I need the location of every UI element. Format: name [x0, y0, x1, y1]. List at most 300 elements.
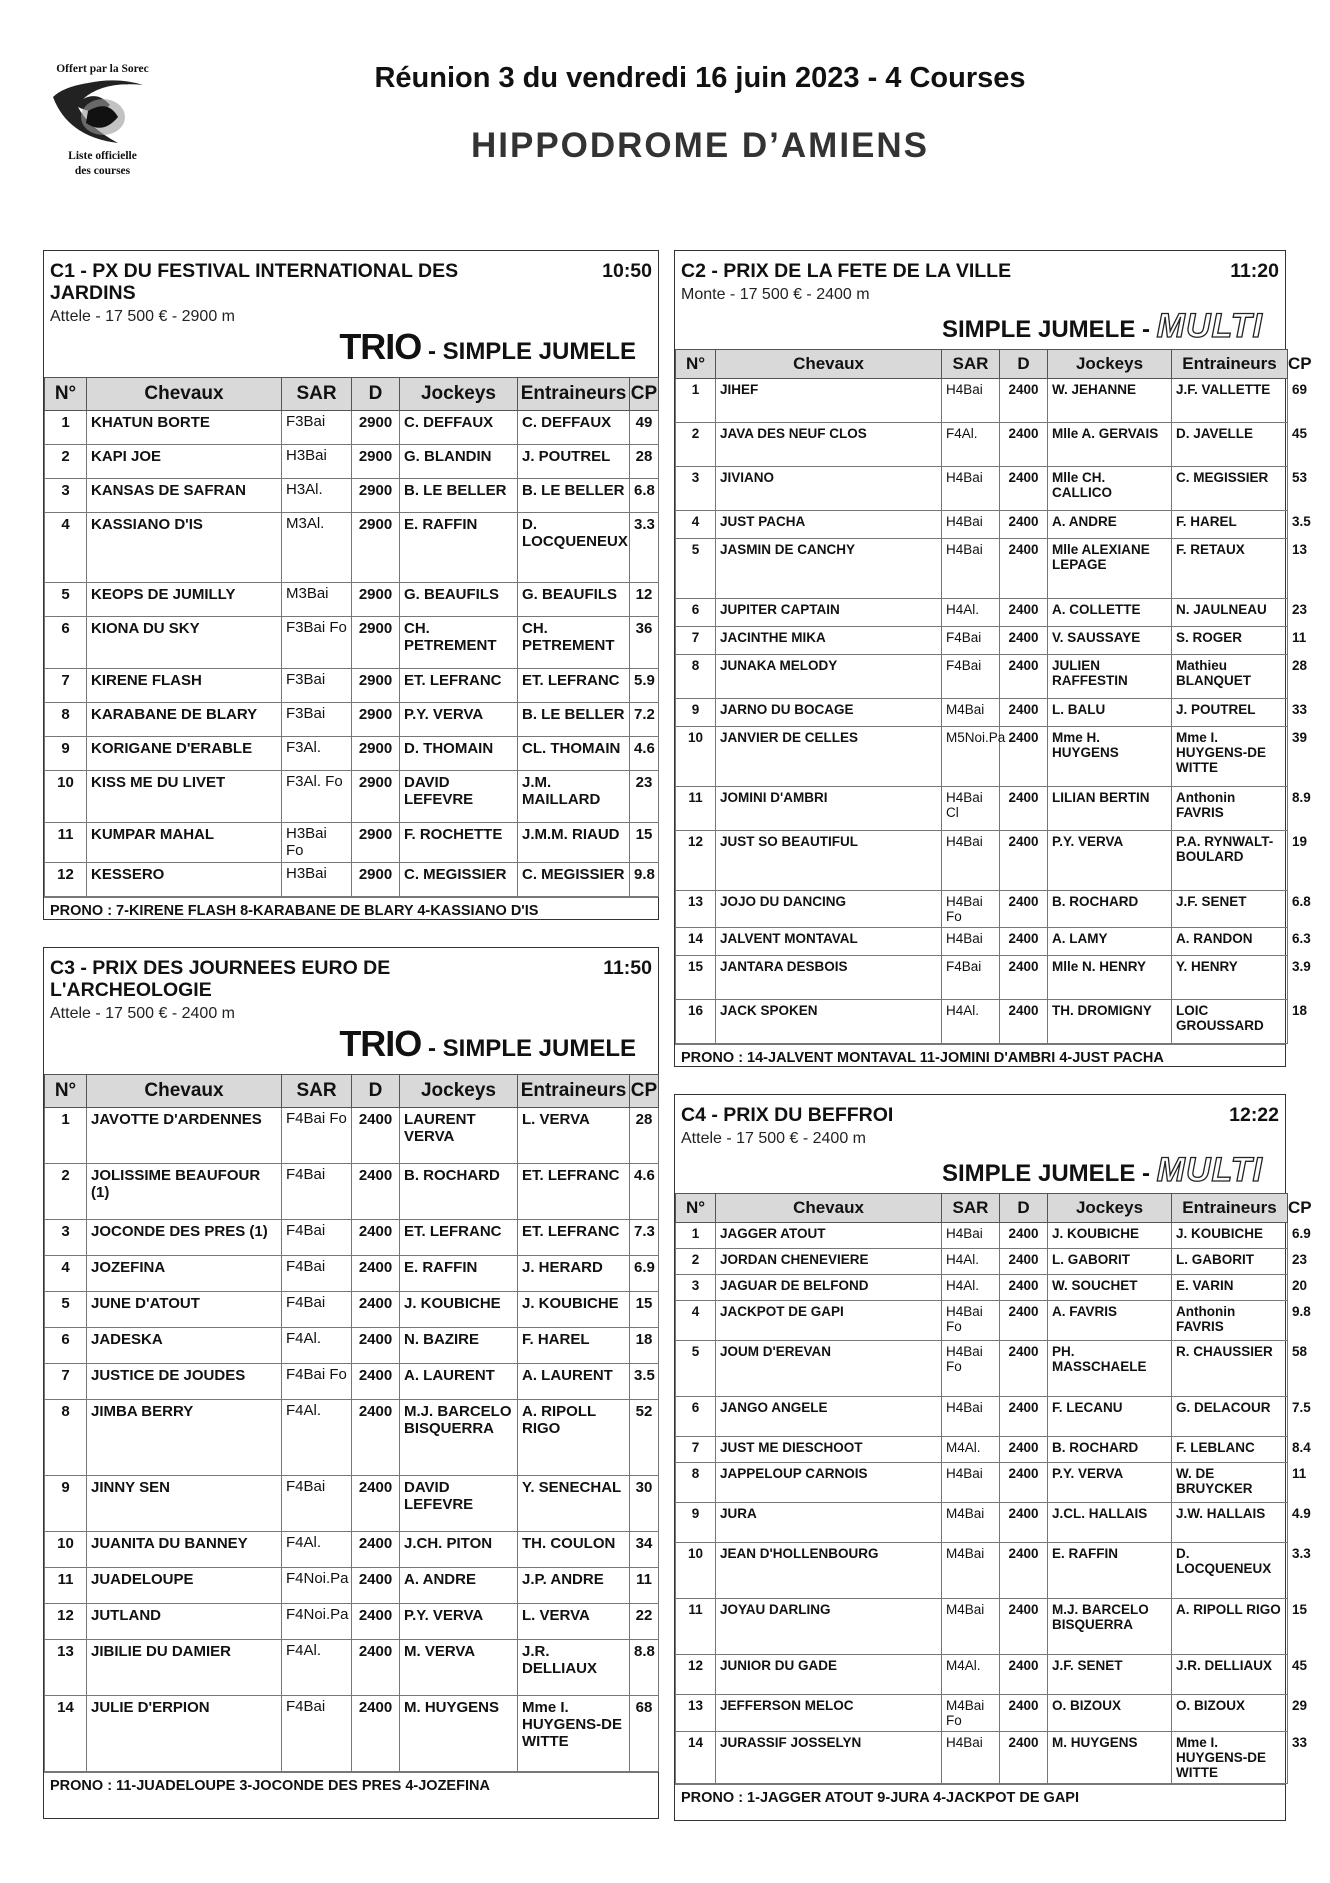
cell-trainer: F. HAREL [518, 1328, 630, 1364]
cell-sar: H4Al. [942, 599, 1000, 627]
cell-dist: 2400 [1000, 1223, 1048, 1249]
cell-num: 15 [676, 956, 716, 1000]
cell-num: 9 [676, 699, 716, 727]
cell-trainer: B. LE BELLER [518, 479, 630, 513]
cell-sar: M4Bai [942, 1599, 1000, 1655]
race-card-c2 [674, 250, 1312, 1067]
cell-dist: 2400 [1000, 1463, 1048, 1503]
cell-trainer: Mme I. HUYGENS-DE WITTE [518, 1696, 630, 1772]
race-header [44, 948, 658, 1074]
cell-sar: M5Noi.Pa [942, 727, 1000, 787]
race-info: Monte - 17 500 € - 2400 m [681, 286, 870, 303]
table-row [45, 1292, 659, 1328]
cell-horse: JANTARA DESBOIS [716, 956, 942, 1000]
race-time: 12:22 [1229, 1104, 1279, 1126]
bet-types [675, 304, 1285, 346]
cell-dist: 2400 [1000, 1543, 1048, 1599]
cell-jockey: A. FAVRIS [1048, 1301, 1172, 1341]
cell-num: 6 [676, 599, 716, 627]
cell-jockey: A. ANDRE [1048, 511, 1172, 539]
cell-sar: F4Bai [282, 1292, 352, 1328]
cell-sar: M4Bai [942, 1543, 1000, 1599]
cell-num: 3 [45, 1220, 87, 1256]
runners-table [675, 1193, 1312, 1784]
cell-jockey: CH. PETREMENT [400, 617, 518, 669]
table-row [45, 737, 659, 771]
cell-sar: H4Bai [942, 467, 1000, 511]
table-row: 9 JURA M4Bai 2400 J.CL. HALLAIS J.W. HALLAIS 4.9 [676, 1503, 1288, 1543]
cell-jockey: J.CL. HALLAIS [1048, 1503, 1172, 1543]
cell-sar: H4Bai [942, 1732, 1000, 1784]
column-header-horse: Chevaux [87, 1075, 282, 1108]
cell-num: 2 [45, 445, 87, 479]
race-info: Attele - 17 500 € - 2400 m [681, 1130, 866, 1147]
cell-sar: M3Bai [282, 583, 352, 617]
cell-dist: 2900 [352, 411, 400, 445]
cell-horse: JIHEF [716, 379, 942, 423]
cell-sar: F4Bai [282, 1256, 352, 1292]
cell-cp: 30 [630, 1476, 659, 1532]
cell-dist: 2900 [352, 479, 400, 513]
cell-num: 14 [676, 1732, 716, 1784]
prono-line: PRONO : 14-JALVENT MONTAVAL 11-JOMINI D'AMBRI 4-JUST PACHA [675, 1044, 1285, 1071]
table-row: 3 JIVIANO H4Bai 2400 Mlle CH. CALLICO C. MEGISSIER 53 [676, 467, 1288, 511]
cell-trainer: J.W. HALLAIS [1172, 1503, 1288, 1543]
cell-sar: F4Bai [942, 627, 1000, 655]
cell-trainer: L. GABORIT [1172, 1249, 1288, 1275]
runners-table [44, 377, 659, 897]
cell-dist: 2900 [352, 513, 400, 583]
cell-horse: JARNO DU BOCAGE [716, 699, 942, 727]
cell-horse: JEFFERSON MELOC [716, 1695, 942, 1732]
cell-jockey: M. HUYGENS [400, 1696, 518, 1772]
runners-table [44, 1074, 659, 1772]
cell-sar: H4Al. [942, 1000, 1000, 1044]
cell-trainer: F. LEBLANC [1172, 1437, 1288, 1463]
cell-sar: F4Al. [282, 1400, 352, 1476]
cell-jockey: JULIEN RAFFESTIN [1048, 655, 1172, 699]
cell-trainer: G. DELACOUR [1172, 1397, 1288, 1437]
bet-rest: - SIMPLE JUMELE [421, 1035, 636, 1062]
logo-bottom-text-1: Liste officielle [68, 150, 137, 162]
table-row: 14 JALVENT MONTAVAL H4Bai 2400 A. LAMY A. RANDON 6.3 [676, 928, 1288, 956]
cell-dist: 2400 [1000, 1437, 1048, 1463]
cell-dist: 2900 [352, 445, 400, 479]
column-header-cp: CP [630, 1075, 659, 1108]
cell-jockey: DAVID LEFEVRE [400, 771, 518, 823]
prono-line: PRONO : 11-JUADELOUPE 3-JOCONDE DES PRES 4-JOZEFINA [44, 1772, 658, 1799]
cell-sar: F4Al. [282, 1640, 352, 1696]
cell-jockey: M.J. BARCELO BISQUERRA [400, 1400, 518, 1476]
cell-cp: 11 [630, 1568, 659, 1604]
table-row: 5 JOUM D'EREVAN H4Bai Fo 2400 PH. MASSCHAELE R. CHAUSSIER 58 [676, 1341, 1288, 1397]
cell-cp: 9.8 [630, 863, 659, 897]
table-header-row [45, 378, 659, 411]
cell-dist: 2400 [352, 1476, 400, 1532]
bet-types [44, 1023, 658, 1065]
table-row [45, 1696, 659, 1772]
cell-horse: JUST SO BEAUTIFUL [716, 831, 942, 891]
cell-sar: F4Al. [282, 1532, 352, 1568]
cell-sar: F3Bai [282, 411, 352, 445]
cell-jockey: J. KOUBICHE [400, 1292, 518, 1328]
cell-dist: 2900 [352, 583, 400, 617]
cell-jockey: L. GABORIT [1048, 1249, 1172, 1275]
cell-num: 10 [676, 727, 716, 787]
table-row: 14 JURASSIF JOSSELYN H4Bai 2400 M. HUYGENS Mme I. HUYGENS-DE WITTE 33 [676, 1732, 1288, 1784]
column-header-sar: SAR [282, 378, 352, 411]
table-row: 8 JAPPELOUP CARNOIS H4Bai 2400 P.Y. VERVA W. DE BRUYCKER 11 [676, 1463, 1288, 1503]
table-row: 9 JARNO DU BOCAGE M4Bai 2400 L. BALU J. POUTREL 33 [676, 699, 1288, 727]
cell-cp: 12 [630, 583, 659, 617]
cell-num: 4 [676, 1301, 716, 1341]
cell-jockey: M. VERVA [400, 1640, 518, 1696]
bet-rest: - SIMPLE JUMELE [421, 338, 636, 365]
cell-cp: 28 [630, 1108, 659, 1164]
cell-num: 13 [45, 1640, 87, 1696]
cell-num: 2 [676, 1249, 716, 1275]
cell-jockey: P.Y. VERVA [400, 1604, 518, 1640]
cell-horse: KARABANE DE BLARY [87, 703, 282, 737]
cell-trainer: J. KOUBICHE [518, 1292, 630, 1328]
cell-dist: 2400 [1000, 831, 1048, 891]
cell-sar: F3Bai [282, 703, 352, 737]
cell-horse: KESSERO [87, 863, 282, 897]
cell-sar: H4Bai [942, 1223, 1000, 1249]
table-row: 7 JACINTHE MIKA F4Bai 2400 V. SAUSSAYE S. ROGER 11 [676, 627, 1288, 655]
cell-trainer: C. MEGISSIER [518, 863, 630, 897]
cell-trainer: TH. COULON [518, 1532, 630, 1568]
cell-jockey: G. BEAUFILS [400, 583, 518, 617]
table-header-row: N° Chevaux SAR D Jockeys Entraineurs CP [676, 1194, 1288, 1223]
cell-num: 1 [45, 411, 87, 445]
table-row: 5 JASMIN DE CANCHY H4Bai 2400 Mlle ALEXIANE LEPAGE F. RETAUX 13 [676, 539, 1288, 599]
cell-jockey: V. SAUSSAYE [1048, 627, 1172, 655]
cell-cp: 15 [630, 1292, 659, 1328]
cell-horse: JUST ME DIESCHOOT [716, 1437, 942, 1463]
bet-big: TRIO [339, 1023, 422, 1064]
cell-jockey: W. SOUCHET [1048, 1275, 1172, 1301]
table-row [45, 1400, 659, 1476]
table-row: 10 JEAN D'HOLLENBOURG M4Bai 2400 E. RAFFIN D. LOCQUENEUX 3.3 [676, 1543, 1288, 1599]
cell-num: 4 [676, 511, 716, 539]
cell-cp: 49 [630, 411, 659, 445]
cell-jockey: F. LECANU [1048, 1397, 1172, 1437]
cell-dist: 2400 [1000, 1732, 1048, 1784]
cell-horse: KAPI JOE [87, 445, 282, 479]
logo-top-text: Offert par la Sorec [56, 63, 149, 75]
column-header-num: N° [676, 1194, 716, 1223]
cell-num: 6 [45, 1328, 87, 1364]
cell-cp: 6.9 [630, 1256, 659, 1292]
race-name: C3 - PRIX DES JOURNEES EURO DE L'ARCHEOLOGIE [50, 957, 391, 1001]
column-header-sar: SAR [282, 1075, 352, 1108]
cell-trainer: ET. LEFRANC [518, 1164, 630, 1220]
table-row [45, 1164, 659, 1220]
cell-sar: F3Al. [282, 737, 352, 771]
cell-trainer: R. CHAUSSIER [1172, 1341, 1288, 1397]
column-header-num: N° [676, 350, 716, 379]
cell-trainer: J.P. ANDRE [518, 1568, 630, 1604]
cell-jockey: Mlle CH. CALLICO [1048, 467, 1172, 511]
cell-trainer: C. DEFFAUX [518, 411, 630, 445]
cell-jockey: W. JEHANNE [1048, 379, 1172, 423]
cell-num: 4 [45, 513, 87, 583]
cell-jockey: Mlle ALEXIANE LEPAGE [1048, 539, 1172, 599]
table-row: 3 JAGUAR DE BELFOND H4Al. 2400 W. SOUCHET E. VARIN 20 [676, 1275, 1288, 1301]
cell-horse: KISS ME DU LIVET [87, 771, 282, 823]
bet-rest: SIMPLE JUMELE - [941, 1160, 1157, 1187]
table-row: 2 JAVA DES NEUF CLOS F4Al. 2400 Mlle A. GERVAIS D. JAVELLE 45 [676, 423, 1288, 467]
cell-trainer: Mme I. HUYGENS-DE WITTE [1172, 1732, 1288, 1784]
cell-num: 6 [676, 1397, 716, 1437]
cell-horse: JIBILIE DU DAMIER [87, 1640, 282, 1696]
cell-trainer: J.F. VALLETTE [1172, 379, 1288, 423]
cell-trainer: F. RETAUX [1172, 539, 1288, 599]
cell-sar: H4Al. [942, 1275, 1000, 1301]
column-header-dist: D [352, 1075, 400, 1108]
cell-num: 8 [676, 655, 716, 699]
column-header-dist: D [352, 378, 400, 411]
cell-horse: JOLISSIME BEAUFOUR (1) [87, 1164, 282, 1220]
table-row [45, 1108, 659, 1164]
cell-sar: H3Bai [282, 863, 352, 897]
cell-horse: JUNAKA MELODY [716, 655, 942, 699]
table-row [45, 1532, 659, 1568]
cell-num: 16 [676, 1000, 716, 1044]
cell-dist: 2400 [1000, 1249, 1048, 1275]
cell-jockey: C. DEFFAUX [400, 411, 518, 445]
bet-big: TRIO [339, 326, 422, 367]
race-info: Attele - 17 500 € - 2400 m [50, 1005, 235, 1022]
cell-num: 11 [676, 787, 716, 831]
cell-trainer: S. ROGER [1172, 627, 1288, 655]
cell-horse: KANSAS DE SAFRAN [87, 479, 282, 513]
cell-num: 5 [45, 583, 87, 617]
cell-dist: 2400 [352, 1640, 400, 1696]
cell-horse: JAVOTTE D'ARDENNES [87, 1108, 282, 1164]
cell-trainer: G. BEAUFILS [518, 583, 630, 617]
cell-jockey: E. RAFFIN [400, 1256, 518, 1292]
cell-jockey: A. LAURENT [400, 1364, 518, 1400]
cell-horse: KORIGANE D'ERABLE [87, 737, 282, 771]
column-header-sar: SAR [942, 1194, 1000, 1223]
cell-cp: 68 [630, 1696, 659, 1772]
cell-dist: 2400 [1000, 727, 1048, 787]
race-header [675, 251, 1285, 349]
table-row: 15 JANTARA DESBOIS F4Bai 2400 Mlle N. HENRY Y. HENRY 3.9 [676, 956, 1288, 1000]
cell-jockey: L. BALU [1048, 699, 1172, 727]
cell-dist: 2400 [1000, 423, 1048, 467]
cell-trainer: E. VARIN [1172, 1275, 1288, 1301]
cell-cp: 4.6 [630, 1164, 659, 1220]
cell-jockey: N. BAZIRE [400, 1328, 518, 1364]
cell-jockey: M. HUYGENS [1048, 1732, 1172, 1784]
cell-dist: 2900 [352, 737, 400, 771]
cell-num: 1 [676, 379, 716, 423]
cell-dist: 2400 [1000, 539, 1048, 599]
cell-horse: JUADELOUPE [87, 1568, 282, 1604]
cell-trainer: L. VERVA [518, 1604, 630, 1640]
table-row: 1 JIHEF H4Bai 2400 W. JEHANNE J.F. VALLETTE 69 [676, 379, 1288, 423]
cell-horse: JACINTHE MIKA [716, 627, 942, 655]
cell-trainer: A. LAURENT [518, 1364, 630, 1400]
cell-jockey: M.J. BARCELO BISQUERRA [1048, 1599, 1172, 1655]
cell-trainer: Mathieu BLANQUET [1172, 655, 1288, 699]
cell-dist: 2400 [1000, 1695, 1048, 1732]
table-row [45, 445, 659, 479]
cell-sar: H4Bai Fo [942, 1301, 1000, 1341]
cell-dist: 2900 [352, 703, 400, 737]
table-row [45, 1220, 659, 1256]
cell-dist: 2400 [352, 1256, 400, 1292]
cell-jockey: Mme H. HUYGENS [1048, 727, 1172, 787]
column-header-trainer: Entraineurs [518, 378, 630, 411]
cell-jockey: J. KOUBICHE [1048, 1223, 1172, 1249]
cell-trainer: D. LOCQUENEUX [1172, 1543, 1288, 1599]
cell-cp: 15 [630, 823, 659, 863]
table-row [45, 411, 659, 445]
cell-sar: F3Bai [282, 669, 352, 703]
cell-horse: JURA [716, 1503, 942, 1543]
cell-sar: F4Bai [282, 1164, 352, 1220]
cell-jockey: F. ROCHETTE [400, 823, 518, 863]
cell-horse: KEOPS DE JUMILLY [87, 583, 282, 617]
cell-jockey: A. ANDRE [400, 1568, 518, 1604]
cell-trainer: Mme I. HUYGENS-DE WITTE [1172, 727, 1288, 787]
cell-trainer: F. HAREL [1172, 511, 1288, 539]
cell-jockey: A. LAMY [1048, 928, 1172, 956]
race-card-c4 [674, 1094, 1312, 1821]
cell-horse: KIONA DU SKY [87, 617, 282, 669]
cell-horse: JASMIN DE CANCHY [716, 539, 942, 599]
column-header-cp: CP [630, 378, 659, 411]
cell-dist: 2400 [1000, 379, 1048, 423]
cell-horse: JURASSIF JOSSELYN [716, 1732, 942, 1784]
cell-trainer: J.F. SENET [1172, 891, 1288, 928]
cell-horse: JINNY SEN [87, 1476, 282, 1532]
cell-horse: JUNE D'ATOUT [87, 1292, 282, 1328]
cell-dist: 2400 [1000, 1301, 1048, 1341]
cell-sar: F4Bai Fo [282, 1108, 352, 1164]
table-row [45, 1640, 659, 1696]
prono-line: PRONO : 1-JAGGER ATOUT 9-JURA 4-JACKPOT DE GAPI [675, 1784, 1285, 1811]
cell-sar: F4Bai [282, 1476, 352, 1532]
cell-sar: F3Bai Fo [282, 617, 352, 669]
cell-cp: 36 [630, 617, 659, 669]
table-row [45, 1256, 659, 1292]
cell-num: 1 [676, 1223, 716, 1249]
cell-trainer: CL. THOMAIN [518, 737, 630, 771]
bet-types [44, 326, 658, 368]
cell-cp: 18 [630, 1328, 659, 1364]
race-name: C1 - PX DU FESTIVAL INTERNATIONAL DES JARDINS [50, 260, 459, 304]
cell-num: 10 [45, 1532, 87, 1568]
cell-trainer: J. KOUBICHE [1172, 1223, 1288, 1249]
table-row: 2 JORDAN CHENEVIERE H4Al. 2400 L. GABORIT L. GABORIT 23 [676, 1249, 1288, 1275]
cell-jockey: Mlle N. HENRY [1048, 956, 1172, 1000]
cell-sar: F3Al. Fo [282, 771, 352, 823]
cell-horse: JAGGER ATOUT [716, 1223, 942, 1249]
race-info: Attele - 17 500 € - 2900 m [50, 308, 235, 325]
cell-horse: JAGUAR DE BELFOND [716, 1275, 942, 1301]
cell-horse: JUSTICE DE JOUDES [87, 1364, 282, 1400]
cell-num: 13 [676, 1695, 716, 1732]
table-row [45, 513, 659, 583]
cell-dist: 2400 [1000, 928, 1048, 956]
table-row [45, 703, 659, 737]
table-row: 16 JACK SPOKEN H4Al. 2400 TH. DROMIGNY LOIC GROUSSARD 18 [676, 1000, 1288, 1044]
cell-sar: H4Bai [942, 1463, 1000, 1503]
cell-trainer: J. HERARD [518, 1256, 630, 1292]
cell-jockey: B. ROCHARD [400, 1164, 518, 1220]
cell-jockey: LAURENT VERVA [400, 1108, 518, 1164]
cell-trainer: Y. SENECHAL [518, 1476, 630, 1532]
cell-num: 3 [676, 467, 716, 511]
cell-num: 9 [676, 1503, 716, 1543]
cell-sar: H3Bai [282, 445, 352, 479]
cell-cp: 34 [630, 1532, 659, 1568]
cell-jockey: DAVID LEFEVRE [400, 1476, 518, 1532]
table-row: 4 JACKPOT DE GAPI H4Bai Fo 2400 A. FAVRIS Anthonin FAVRIS 9.8 [676, 1301, 1288, 1341]
cell-horse: JOUM D'EREVAN [716, 1341, 942, 1397]
table-row: 8 JUNAKA MELODY F4Bai 2400 JULIEN RAFFESTIN Mathieu BLANQUET 28 [676, 655, 1288, 699]
cell-jockey: LILIAN BERTIN [1048, 787, 1172, 831]
cell-cp: 23 [630, 771, 659, 823]
cell-num: 10 [676, 1543, 716, 1599]
cell-jockey: G. BLANDIN [400, 445, 518, 479]
cell-jockey: J.CH. PITON [400, 1532, 518, 1568]
cell-horse: JUANITA DU BANNEY [87, 1532, 282, 1568]
cell-horse: KIRENE FLASH [87, 669, 282, 703]
cell-sar: H4Bai [942, 379, 1000, 423]
cell-sar: M4Bai Fo [942, 1695, 1000, 1732]
cell-trainer: J.M.M. RIAUD [518, 823, 630, 863]
cell-jockey: B. LE BELLER [400, 479, 518, 513]
cell-num: 11 [45, 1568, 87, 1604]
cell-trainer: O. BIZOUX [1172, 1695, 1288, 1732]
race-name: C2 - PRIX DE LA FETE DE LA VILLE [681, 260, 1012, 282]
cell-dist: 2400 [352, 1400, 400, 1476]
table-row: 11 JOYAU DARLING M4Bai 2400 M.J. BARCELO BISQUERRA A. RIPOLL RIGO 15 [676, 1599, 1288, 1655]
cell-dist: 2400 [352, 1696, 400, 1772]
table-row [45, 823, 659, 863]
table-row [45, 1328, 659, 1364]
cell-jockey: Mlle A. GERVAIS [1048, 423, 1172, 467]
cell-cp: 52 [630, 1400, 659, 1476]
cell-dist: 2400 [352, 1568, 400, 1604]
cell-dist: 2400 [352, 1108, 400, 1164]
cell-jockey: ET. LEFRANC [400, 1220, 518, 1256]
cell-dist: 2400 [1000, 1000, 1048, 1044]
cell-trainer: B. LE BELLER [518, 703, 630, 737]
cell-sar: H4Bai [942, 1397, 1000, 1437]
cell-jockey: E. RAFFIN [400, 513, 518, 583]
cell-trainer: D. LOCQUENEUX [518, 513, 630, 583]
cell-trainer: LOIC GROUSSARD [1172, 1000, 1288, 1044]
cell-horse: JUPITER CAPTAIN [716, 599, 942, 627]
cell-trainer: Y. HENRY [1172, 956, 1288, 1000]
cell-sar: H3Bai Fo [282, 823, 352, 863]
race-name: C4 - PRIX DU BEFFROI [681, 1104, 894, 1126]
cell-dist: 2400 [352, 1328, 400, 1364]
cell-sar: F4Bai [942, 956, 1000, 1000]
cell-num: 2 [45, 1164, 87, 1220]
cell-horse: KHATUN BORTE [87, 411, 282, 445]
cell-num: 12 [676, 831, 716, 891]
cell-sar: F4Al. [942, 423, 1000, 467]
page-subtitle: HIPPODROME D’AMIENS [470, 126, 930, 165]
